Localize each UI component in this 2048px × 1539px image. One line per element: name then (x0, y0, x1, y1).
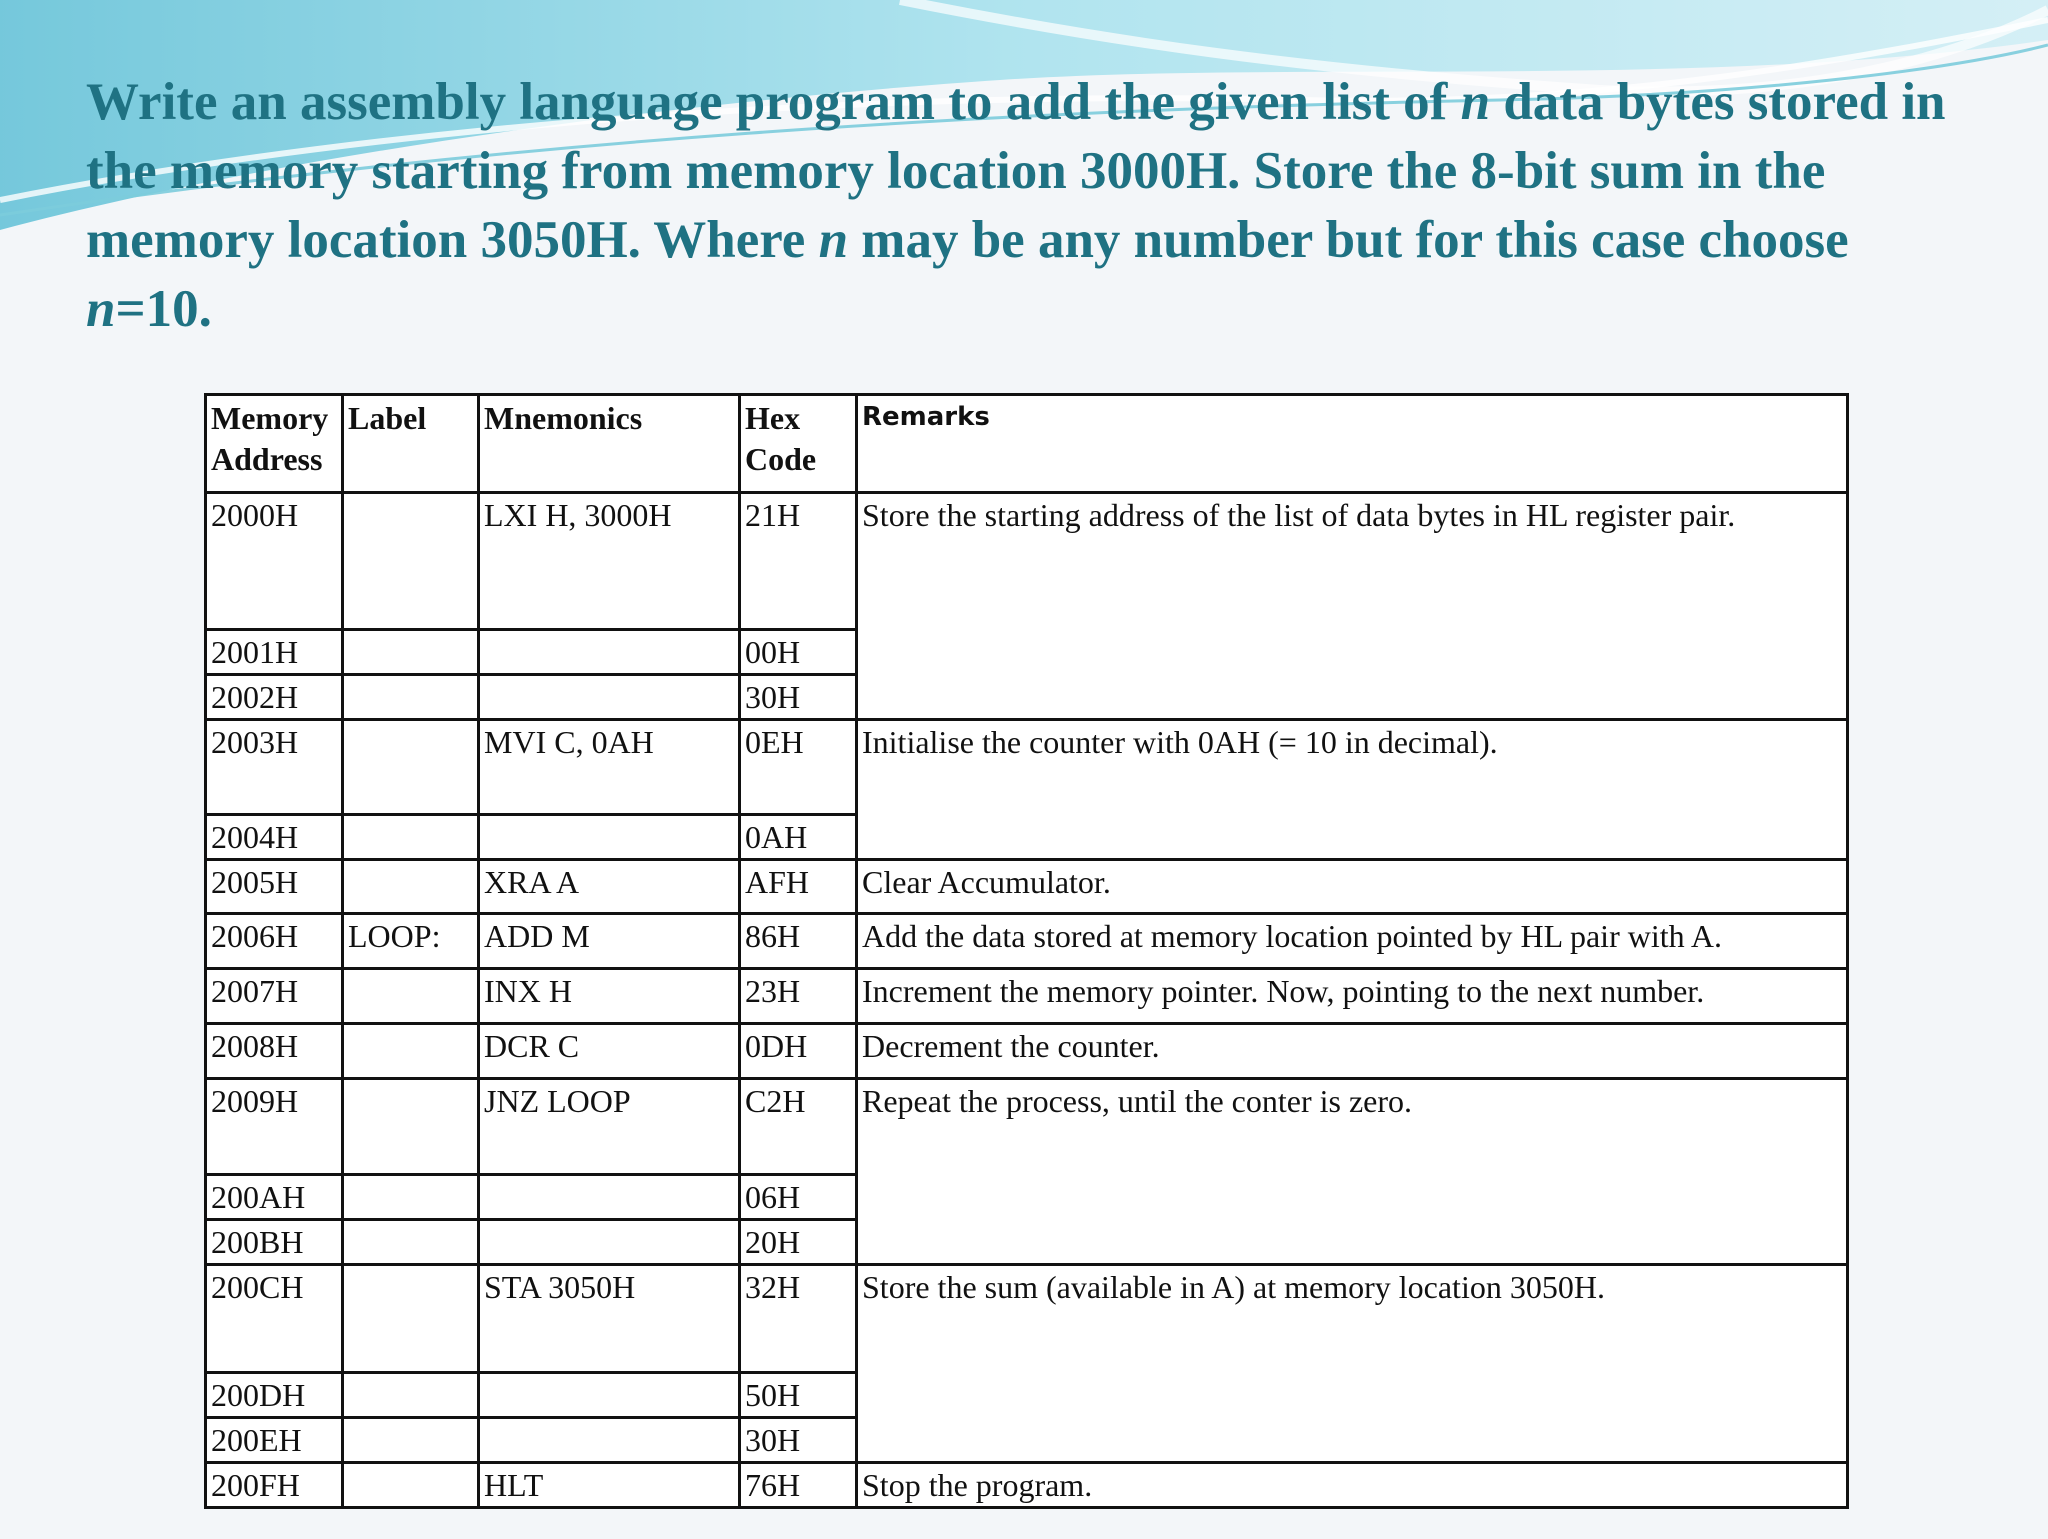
remark-cell: Increment the memory pointer. Now, pointing to the next number. (857, 969, 1848, 1024)
label-cell (343, 720, 479, 815)
table-row (206, 720, 1848, 815)
title-variable-n: n (818, 211, 849, 269)
mnemonic-cell: HLT (479, 1463, 740, 1508)
label-cell (343, 1175, 479, 1220)
title-part-4: =10. (115, 280, 212, 338)
hex-cell: 21H (740, 493, 857, 630)
address-cell: 2000H (206, 493, 343, 630)
mnemonic-cell: LXI H, 3000H (479, 493, 740, 630)
hex-cell: 30H (740, 1418, 857, 1463)
address-cell: 200AH (206, 1175, 343, 1220)
label-cell (343, 1373, 479, 1418)
label-cell (343, 630, 479, 675)
header-remarks: Remarks (857, 395, 1848, 493)
label-cell (343, 815, 479, 860)
hex-cell: 23H (740, 969, 857, 1024)
table-row (206, 1024, 1848, 1079)
address-cell: 2008H (206, 1024, 343, 1079)
header-label: Label (343, 395, 479, 493)
title-variable-n: n (1460, 73, 1491, 131)
label-cell: LOOP: (343, 914, 479, 969)
mnemonic-cell (479, 1175, 740, 1220)
mnemonic-cell: INX H (479, 969, 740, 1024)
mnemonic-cell (479, 1373, 740, 1418)
mnemonic-cell: ADD M (479, 914, 740, 969)
label-cell (343, 969, 479, 1024)
label-cell (343, 1265, 479, 1373)
address-cell: 2009H (206, 1079, 343, 1175)
label-cell (343, 1463, 479, 1508)
remark-cell: Store the starting address of the list of data bytes in HL register pair. (857, 493, 1848, 720)
label-cell (343, 860, 479, 914)
hex-cell: 0EH (740, 720, 857, 815)
header-memory-address: Memory Address (206, 395, 343, 493)
remark-cell: Store the sum (available in A) at memory location 3050H. (857, 1265, 1848, 1463)
mnemonic-cell: STA 3050H (479, 1265, 740, 1373)
label-cell (343, 1079, 479, 1175)
hex-cell: 20H (740, 1220, 857, 1265)
mnemonic-cell (479, 1418, 740, 1463)
header-hex-code: Hex Code (740, 395, 857, 493)
address-cell: 200BH (206, 1220, 343, 1265)
hex-cell: C2H (740, 1079, 857, 1175)
mnemonic-cell (479, 630, 740, 675)
remark-cell: Add the data stored at memory location pointed by HL pair with A. (857, 914, 1848, 969)
remark-cell: Repeat the process, until the conter is zero. (857, 1079, 1848, 1265)
label-cell (343, 493, 479, 630)
table-row (206, 914, 1848, 969)
address-cell: 2005H (206, 860, 343, 914)
hex-cell: 86H (740, 914, 857, 969)
table-row (206, 860, 1848, 914)
slide-title (86, 68, 1986, 344)
remark-cell: Decrement the counter. (857, 1024, 1848, 1079)
hex-cell: 32H (740, 1265, 857, 1373)
table-row (206, 1463, 1848, 1508)
label-cell (343, 1220, 479, 1265)
table-row (206, 493, 1848, 630)
label-cell (343, 675, 479, 720)
label-cell (343, 1418, 479, 1463)
hex-cell: 0DH (740, 1024, 857, 1079)
hex-cell: 0AH (740, 815, 857, 860)
hex-cell: 30H (740, 675, 857, 720)
mnemonic-cell: JNZ LOOP (479, 1079, 740, 1175)
hex-cell: AFH (740, 860, 857, 914)
mnemonic-cell: XRA A (479, 860, 740, 914)
address-cell: 2007H (206, 969, 343, 1024)
mnemonic-cell (479, 1220, 740, 1265)
hex-cell: 50H (740, 1373, 857, 1418)
title-part-1: Write an assembly language program to add the given list of (86, 73, 1461, 131)
remark-cell: Stop the program. (857, 1463, 1848, 1508)
table-header-row (206, 395, 1848, 493)
table-row (206, 969, 1848, 1024)
mnemonic-cell (479, 815, 740, 860)
address-cell: 200EH (206, 1418, 343, 1463)
remark-cell: Clear Accumulator. (857, 860, 1848, 914)
title-part-2: data bytes stored in the memory starting from memory location 3000H. Store the 8-bit sum in the memory location 3050H. Where (86, 73, 1946, 269)
title-variable-n: n (86, 280, 116, 338)
address-cell: 2002H (206, 675, 343, 720)
hex-cell: 00H (740, 630, 857, 675)
mnemonic-cell: MVI C, 0AH (479, 720, 740, 815)
address-cell: 2003H (206, 720, 343, 815)
address-cell: 200DH (206, 1373, 343, 1418)
address-cell: 2004H (206, 815, 343, 860)
address-cell: 200FH (206, 1463, 343, 1508)
title-part-3: may be any number but for this case choose (848, 211, 1849, 269)
table-row (206, 1265, 1848, 1373)
header-mnemonics: Mnemonics (479, 395, 740, 493)
remark-cell: Initialise the counter with 0AH (= 10 in decimal). (857, 720, 1848, 860)
mnemonic-cell: DCR C (479, 1024, 740, 1079)
address-cell: 200CH (206, 1265, 343, 1373)
program-table (204, 393, 1849, 1509)
address-cell: 2001H (206, 630, 343, 675)
label-cell (343, 1024, 479, 1079)
hex-cell: 76H (740, 1463, 857, 1508)
address-cell: 2006H (206, 914, 343, 969)
hex-cell: 06H (740, 1175, 857, 1220)
table-row (206, 1079, 1848, 1175)
mnemonic-cell (479, 675, 740, 720)
